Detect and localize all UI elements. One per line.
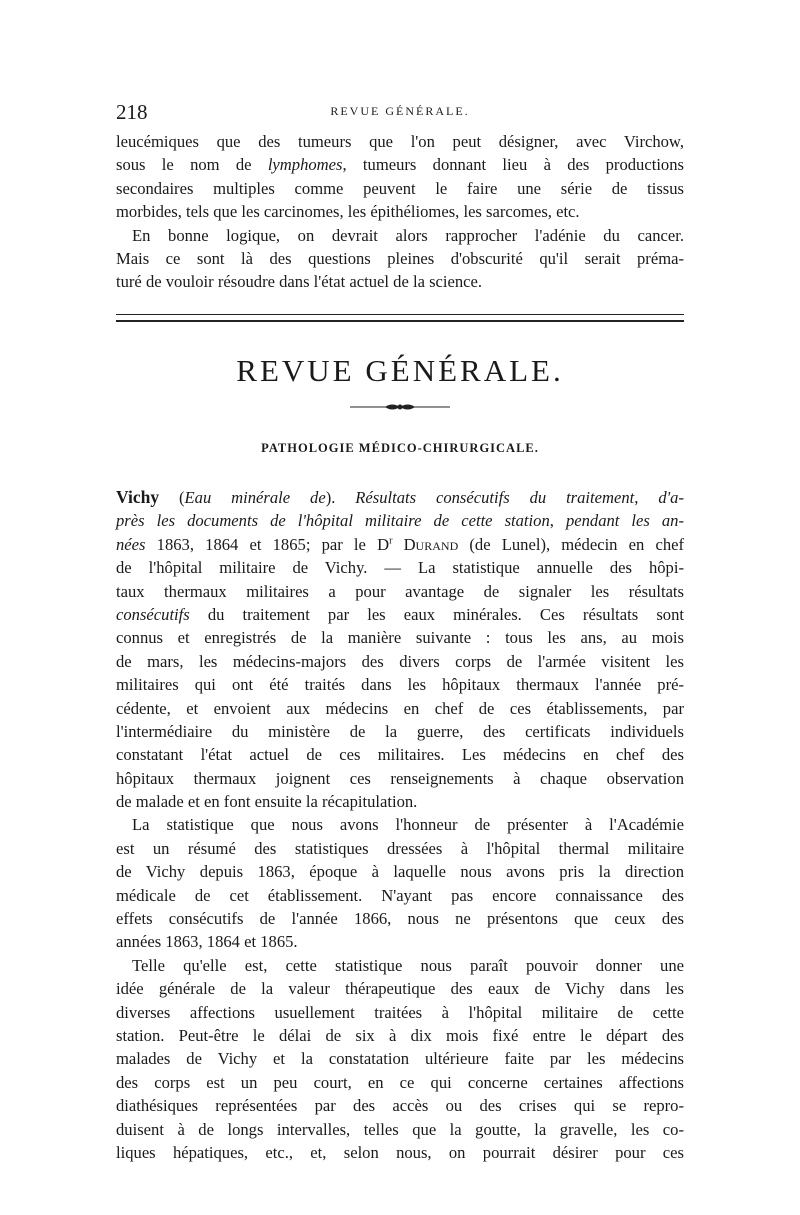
text-line: Telle qu'elle est, cette statistique nous paraît pouvoir donner une	[132, 955, 684, 975]
text-line: hôpitaux thermaux joignent ces renseignements à chaque observation	[116, 768, 684, 788]
text-line: diverses affections usuellement traitées à l'hôpital militaire de cette	[116, 1002, 684, 1022]
text-line: idée générale de la valeur thérapeutique des eaux de Vichy dans les	[116, 979, 684, 999]
text-line: constatant l'état actuel de ces militaires. Les médecins en chef des	[116, 745, 684, 765]
text-line: Vichy (Eau minérale de). Résultats consécutifs du traitement, d'a-	[116, 487, 684, 507]
text-line: militaires qui ont été traités dans les hôpitaux thermaux l'année pré-	[116, 675, 684, 695]
text-line: de malade et en font ensuite la récapitulation.	[116, 792, 418, 812]
text-line: sous le nom de lymphomes, tumeurs donnant lieu à des productions	[116, 155, 684, 175]
ornament-icon	[350, 402, 450, 412]
subsection-heading: PATHOLOGIE MÉDICO-CHIRURGICALE.	[261, 441, 539, 455]
page-number: 218	[116, 100, 148, 124]
text-line: de Vichy depuis 1863, époque à laquelle nous avons pris la direction	[116, 862, 684, 882]
text-line: La statistique que nous avons l'honneur de présenter à l'Académie	[132, 815, 684, 835]
text-line: près les documents de l'hôpital militaire de cette station, pendant les an-	[116, 511, 685, 531]
text-line: des corps est un peu court, en ce qui concerne certaines affections	[116, 1072, 684, 1092]
running-title: REVUE GÉNÉRALE.	[330, 104, 470, 118]
article-body	[116, 486, 684, 1164]
text-line: Mais ce sont là des questions pleines d'obscurité qu'il serait préma-	[116, 248, 684, 268]
text-line: l'intermédiaire du ministère de la guerre, des certificats individuels	[116, 721, 684, 741]
text-line: effets consécutifs de l'année 1866, nous ne présentons que ceux des	[116, 909, 684, 929]
text-line: leucémiques que des tumeurs que l'on peut désigner, avec Virchow,	[116, 132, 684, 151]
article-keyword: Vichy	[116, 487, 160, 507]
text-line: duisent à de longs intervalles, telles que la goutte, la gravelle, les co-	[116, 1119, 684, 1139]
intro-paragraph	[116, 130, 684, 294]
text-line: connus et enregistrés de la manière suivante : tous les ans, au mois	[116, 628, 684, 648]
section-title: REVUE GÉNÉRALE.	[236, 353, 564, 388]
text-line: nées 1863, 1864 et 1865; par le $D^r$ Durand (de Lunel), médecin en chef	[116, 534, 685, 554]
text-line: médicale de cet établissement. N'ayant pas encore connaissance des	[116, 885, 684, 905]
section-divider-rule	[116, 314, 684, 322]
text-line: cédente, et envoient aux médecins en chef de ces établissements, par	[116, 698, 684, 718]
text-line: secondaires multiples comme peuvent le faire une série de tissus	[116, 178, 684, 198]
text-line: morbides, tels que les carcinomes, les épithéliomes, les sarcomes, etc.	[116, 202, 580, 222]
text-line: est un résumé des statistiques dressées à l'hôpital thermal militaire	[116, 838, 684, 858]
text-line: de mars, les médecins-majors des divers corps de l'armée visitent les	[116, 651, 684, 671]
text-line: turé de vouloir résoudre dans l'état actuel de la science.	[116, 272, 483, 292]
running-header	[116, 100, 684, 124]
text-line: de l'hôpital militaire de Vichy. — La statistique annuelle des hôpi-	[116, 558, 684, 578]
text-line: diathésiques représentées par des accès ou des crises qui se repro-	[116, 1096, 684, 1116]
text-line: station. Peut-être le délai de six à dix mois fixé entre le départ des	[116, 1025, 684, 1045]
text-line: malades de Vichy et la constatation ultérieure faite par les médecins	[116, 1049, 684, 1069]
text-line: taux thermaux militaires a pour avantage de signaler les résultats	[116, 581, 684, 601]
text-line: En bonne logique, on devrait alors rapprocher l'adénie du cancer.	[132, 225, 684, 245]
text-line: années 1863, 1864 et 1865.	[116, 932, 298, 952]
text-line: liques hépatiques, etc., et, selon nous, on pourrait désirer pour ces	[116, 1142, 684, 1162]
text-line: consécutifs du traitement par les eaux minérales. Ces résultats sont	[116, 604, 684, 624]
